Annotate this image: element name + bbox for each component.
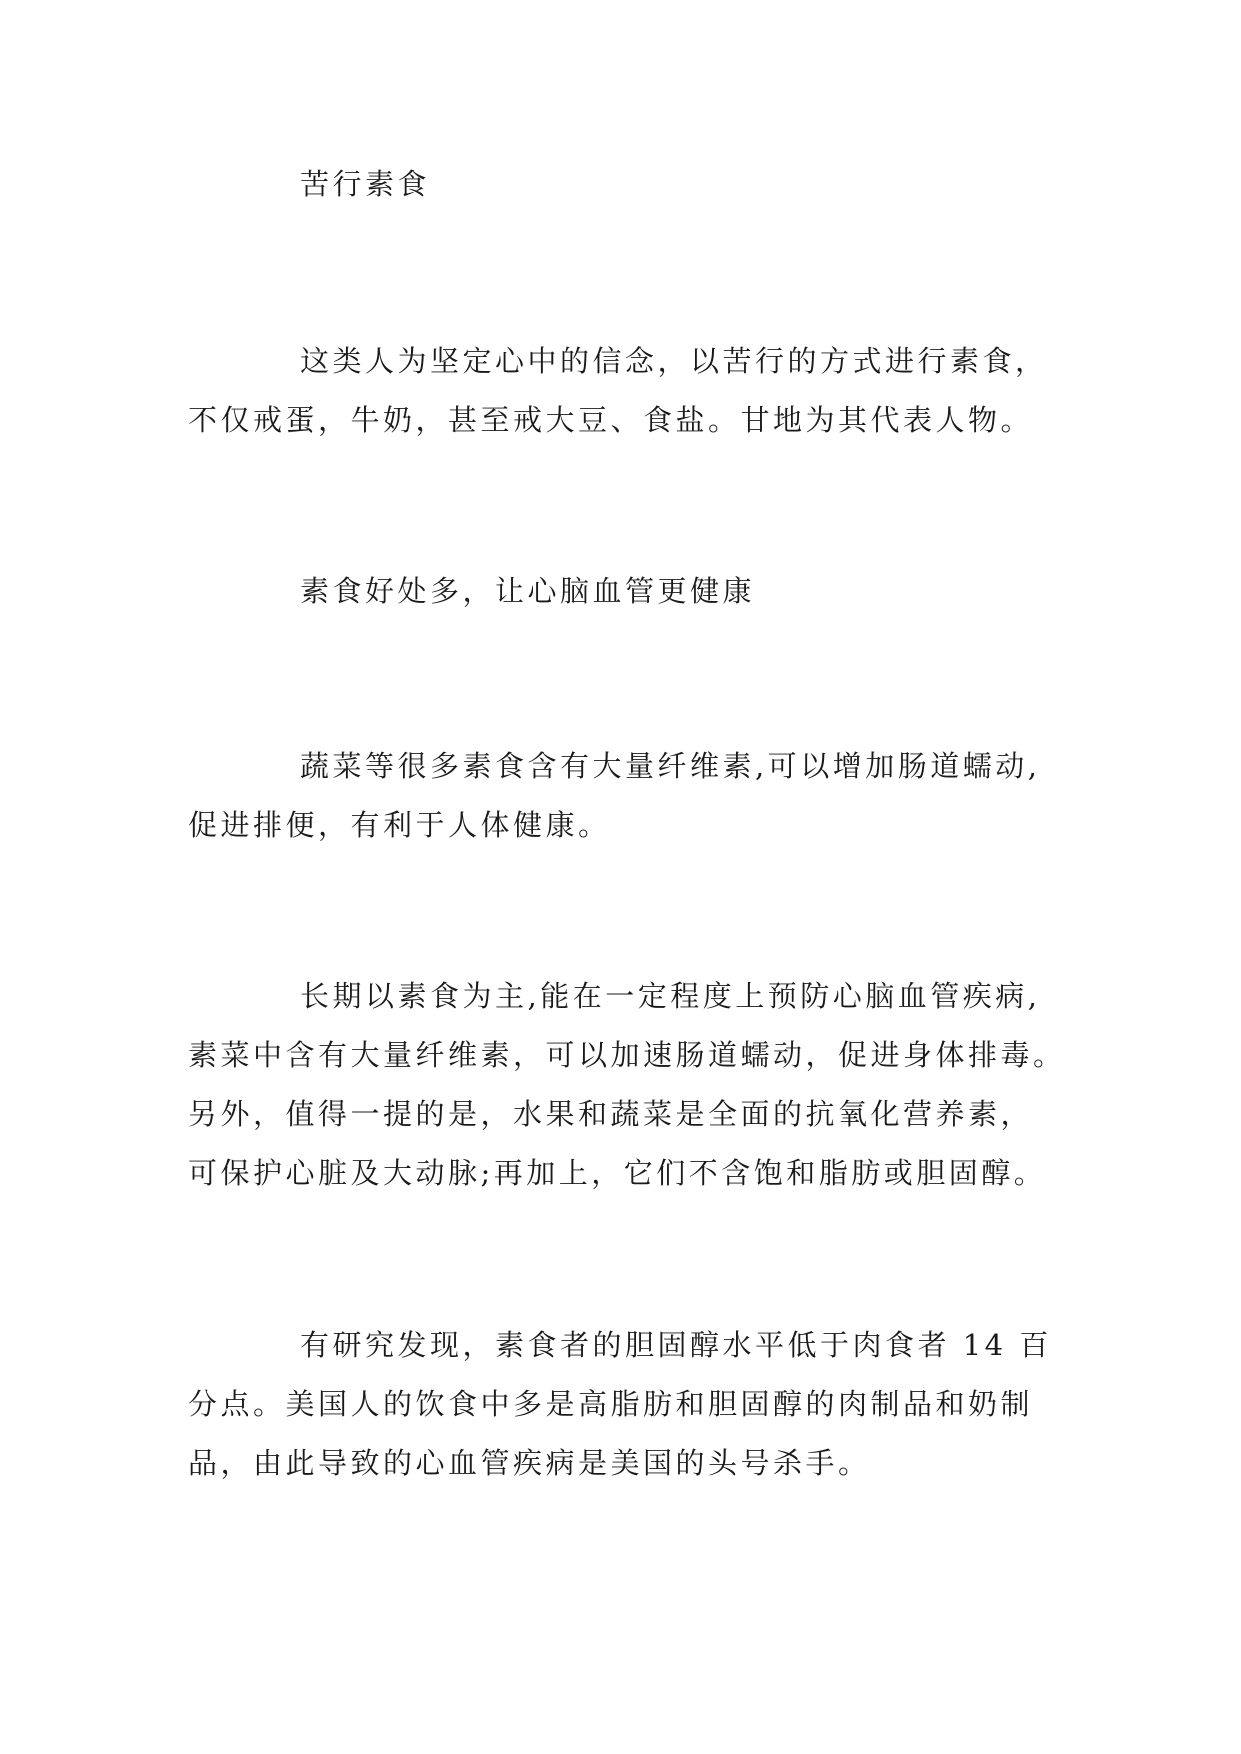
heading-text: 苦行素食 [300, 167, 431, 201]
paragraph-cardiovascular [188, 967, 1068, 1203]
paragraph-line: 不仅戒蛋，牛奶，甚至戒大豆、食盐。甘地为其代表人物。 [188, 403, 1034, 437]
paragraph-ascetic-description [188, 332, 1068, 450]
heading-ascetic-vegetarian [188, 155, 1068, 214]
paragraph-line: 可保护心脏及大动脉;再加上，它们不含饱和脂肪或胆固醇。 [188, 1156, 1047, 1190]
heading-text: 素食好处多，让心脑血管更健康 [300, 574, 756, 608]
paragraph-fiber [188, 737, 1068, 855]
paragraph-line: 另外，值得一提的是，水果和蔬菜是全面的抗氧化营养素， [188, 1097, 1034, 1131]
paragraph-line: 长期以素食为主,能在一定程度上预防心脑血管疾病, [300, 979, 1041, 1013]
paragraph-line: 品，由此导致的心血管疾病是美国的头号杀手。 [188, 1446, 871, 1480]
paragraph-line: 有研究发现，素食者的胆固醇水平低于肉食者 14 百 [300, 1328, 1052, 1362]
paragraph-line: 素菜中含有大量纤维素，可以加速肠道蠕动，促进身体排毒。 [188, 1038, 1066, 1072]
paragraph-line: 蔬菜等很多素食含有大量纤维素,可以增加肠道蠕动, [300, 749, 1041, 783]
paragraph-line: 促进排便，有利于人体健康。 [188, 808, 611, 842]
paragraph-line: 分点。美国人的饮食中多是高脂肪和胆固醇的肉制品和奶制 [188, 1387, 1034, 1421]
paragraph-line: 这类人为坚定心中的信念，以苦行的方式进行素食， [300, 344, 1048, 378]
heading-benefits [188, 562, 1068, 621]
paragraph-cholesterol-research [188, 1316, 1068, 1493]
